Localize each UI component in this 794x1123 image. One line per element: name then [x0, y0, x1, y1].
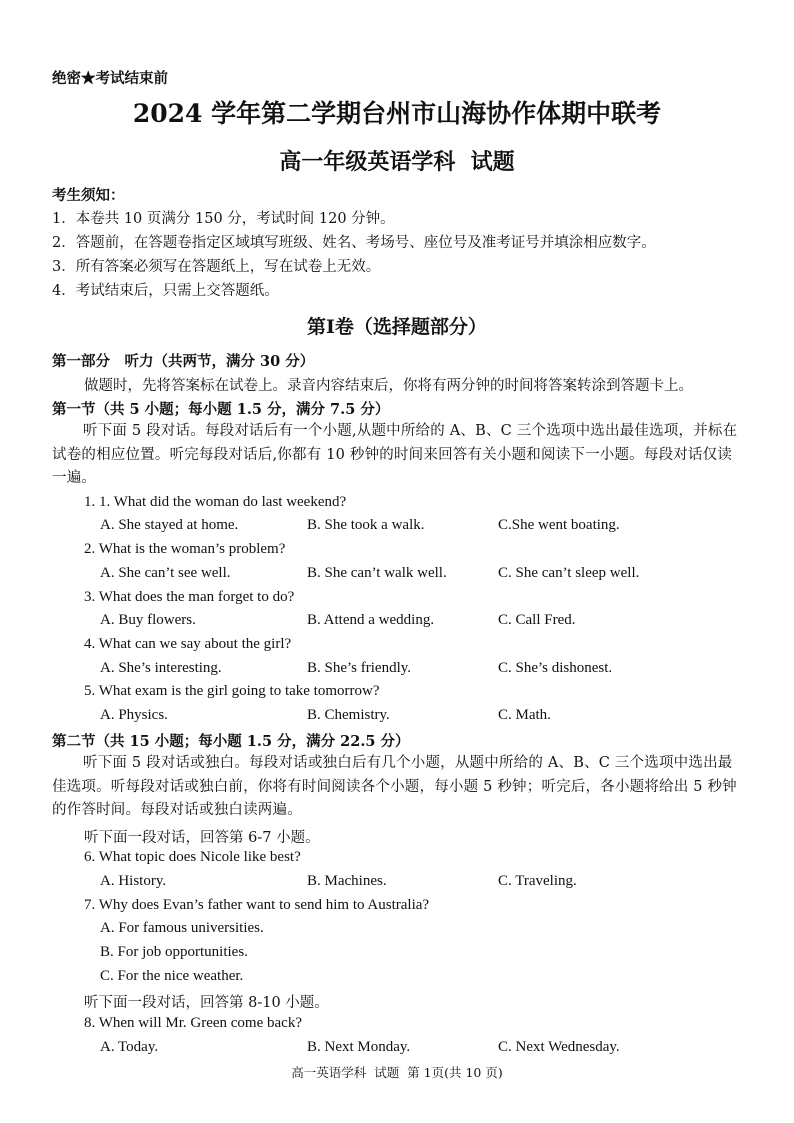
question-6: 6. What topic does Nicole like best? [84, 849, 301, 865]
notice-item: 4．考试结束后，只需上交答题纸。 [52, 283, 279, 299]
option-c: C. Call Fred. [498, 612, 576, 628]
option-b: B. Chemistry. [307, 707, 390, 723]
option-b: B. She took a walk. [307, 517, 425, 533]
option-c: C.She went boating. [498, 517, 620, 533]
part1-heading: 第一部分 听力（共两节，满分 30 分） [52, 353, 315, 370]
question-3: 3. What does the man forget to do? [84, 589, 295, 605]
question-5: 5. What exam is the girl going to take tomorrow? [84, 683, 380, 699]
option-b: B. She can’t walk well. [307, 565, 447, 581]
part1-intro: 做题时，先将答案标在试卷上。录音内容结束后，你将有两分钟的时间将答案转涂到答题卡上。 [84, 378, 693, 394]
option-a: A. She stayed at home. [100, 517, 239, 533]
notice-heading: 考生须知： [52, 187, 125, 204]
option-c: C. She’s dishonest. [498, 660, 613, 676]
option-b: B. Next Monday. [307, 1039, 411, 1055]
confidential-label: 绝密★考试结束前 [52, 70, 168, 87]
notice-item: 2．答题前，在答题卷指定区域填写班级、姓名、考场号、座位号及准考证号并填涂相应数字。 [52, 235, 656, 251]
option-a: A. She’s interesting. [100, 660, 222, 676]
option-c: C. She can’t sleep well. [498, 565, 640, 581]
exam-title: 2024 学年第二学期台州市山海协作体期中联考 [132, 99, 662, 128]
section2-intro: 听下面 5 段对话或独白。每段对话或独白后有几个小题，从题中所给的 A、B、C 三个选项中选出最佳选项。听每段对话或独白前，你将有时间阅读各个小题，每小题 5 秒钟；听完后，各小题将给出 5 秒钟的作答时间。每段对话或独白读两遍。 [52, 755, 737, 818]
option-b: B. Machines. [307, 873, 387, 889]
section1-heading: 第一节（共 5 小题；每小题 1.5 分，满分 7.5 分） [52, 401, 390, 418]
option-b: B. For job opportunities. [100, 944, 248, 960]
question-1: 1. 1. What did the woman do last weekend? [84, 494, 347, 510]
option-a: A. Today. [100, 1039, 159, 1055]
option-c: C. For the nice weather. [100, 968, 244, 984]
option-a: A. For famous universities. [100, 920, 264, 936]
notice-item: 1．本卷共 10 页满分 150 分，考试时间 120 分钟。 [52, 211, 395, 227]
volume-title: 第Ⅰ卷（选择题部分） [307, 316, 487, 338]
option-a: A. History. [100, 873, 167, 889]
question-4: 4. What can we say about the girl? [84, 636, 292, 652]
option-c: C. Traveling. [498, 873, 577, 889]
question-7: 7. Why does Evan’s father want to send him to Australia? [84, 897, 430, 913]
page-footer: 高一英语学科 试题 第 1页(共 10 页) [291, 1065, 503, 1080]
section1-intro: 听下面 5 段对话。每段对话后有一个小题,从题中所给的 A、B、C 三个选项中选出最佳选项，并标在试卷的相应位置。听完每段对话后,你都有 10 秒钟的时间来回答有关小题和阅读下一小题。每段对话仅读一遍。 [52, 423, 738, 486]
option-a: A. Buy flowers. [100, 612, 196, 628]
option-a: A. She can’t see well. [100, 565, 231, 581]
exam-subtitle: 高一年级英语学科 试题 [279, 149, 515, 175]
group-instruction: 听下面一段对话，回答第 6-7 小题。 [84, 830, 320, 846]
question-2: 2. What is the woman’s problem? [84, 541, 286, 557]
group-instruction: 听下面一段对话，回答第 8-10 小题。 [84, 995, 329, 1011]
question-8: 8. When will Mr. Green come back? [84, 1015, 302, 1031]
option-c: C. Next Wednesday. [498, 1039, 620, 1055]
notice-item: 3．所有答案必须写在答题纸上，写在试卷上无效。 [52, 259, 381, 275]
option-b: B. Attend a wedding. [307, 612, 435, 628]
option-c: C. Math. [498, 707, 551, 723]
option-a: A. Physics. [100, 707, 168, 723]
section2-heading: 第二节（共 15 小题；每小题 1.5 分，满分 22.5 分） [52, 733, 410, 750]
option-b: B. She’s friendly. [307, 660, 412, 676]
